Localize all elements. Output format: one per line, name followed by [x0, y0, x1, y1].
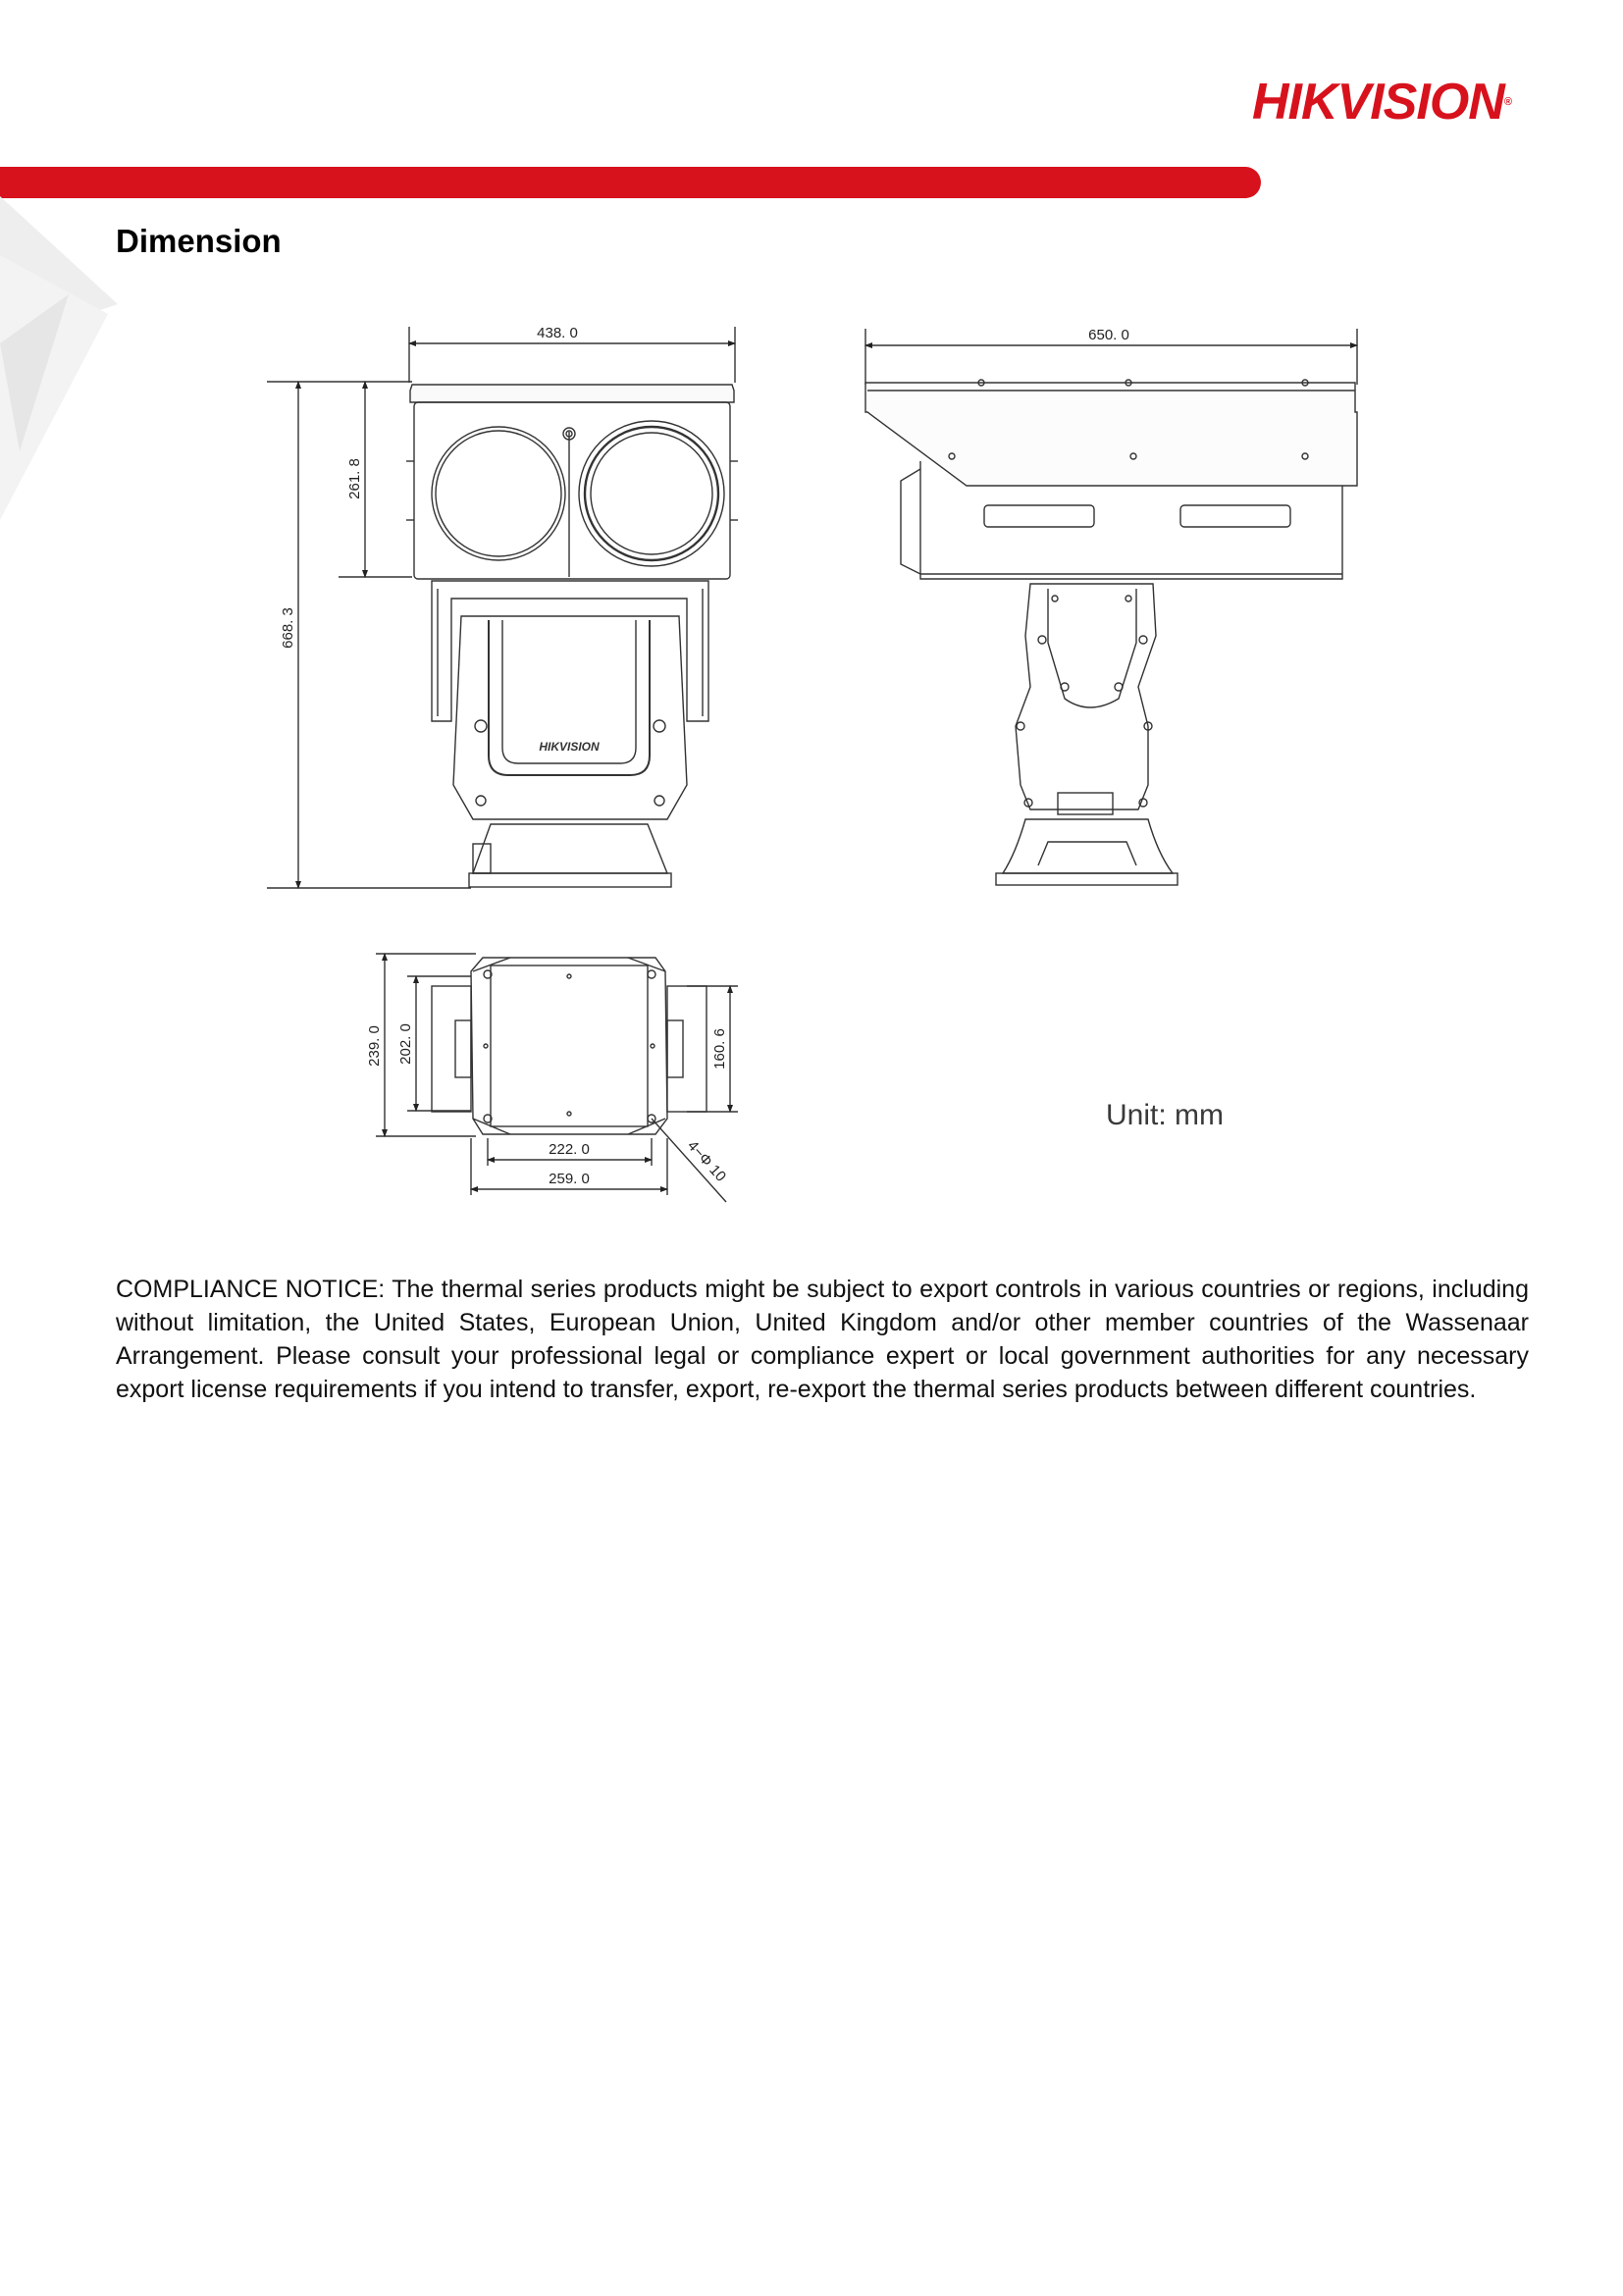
front-brand-label: HIKVISION [539, 740, 600, 754]
dim-bottom-inner-height: 202. 0 [397, 1023, 414, 1065]
front-view [267, 327, 738, 888]
section-title: Dimension [116, 223, 282, 259]
dim-bottom-inner-width: 222. 0 [549, 1141, 590, 1158]
dim-bottom-holes: 4−Φ 10 [684, 1137, 730, 1185]
hikvision-logo: HIKVISION® [1252, 74, 1511, 130]
compliance-notice [116, 1273, 1529, 1406]
dim-bottom-outer-height: 239. 0 [366, 1025, 383, 1067]
unit-label: Unit: mm [1106, 1099, 1224, 1131]
dim-bottom-right-height: 160. 6 [711, 1028, 728, 1070]
compliance-notice-label: COMPLIANCE NOTICE [116, 1276, 379, 1303]
dim-side-width: 650. 0 [1088, 327, 1129, 343]
dim-front-head-height: 261. 8 [346, 458, 363, 499]
dim-front-total-height: 668. 3 [280, 607, 296, 649]
side-view [865, 329, 1357, 885]
dim-front-width: 438. 0 [537, 325, 578, 341]
bottom-view [376, 954, 738, 1202]
dim-bottom-outer-width: 259. 0 [549, 1171, 590, 1187]
compliance-notice-text: : The thermal series products might be subject to export controls in various countries or regions, including without limitation, the United States, European Union, United Kingdom and/or other member countries of the Wassenaar Arrangement. Please consult your professional legal or compliance expert or local government authorities for any necessary export license requirements if you intend to transfer, export, re-export the thermal series products between different countries. [116, 1276, 1529, 1403]
